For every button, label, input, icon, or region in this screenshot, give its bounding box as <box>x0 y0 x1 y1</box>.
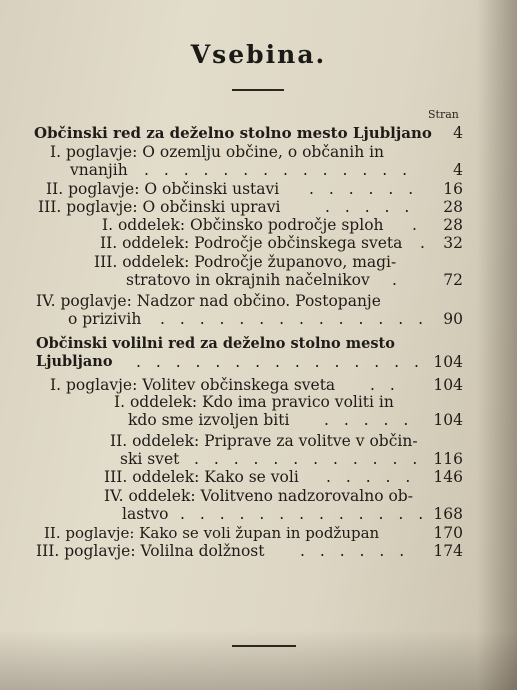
toc-leader-dots: . . . . . <box>326 468 416 486</box>
toc-page-number: 174 <box>433 542 463 560</box>
toc-leader-dots: . . . . . <box>324 411 414 429</box>
toc-entry: I. poglavje: Volitev občinskega sveta <box>50 376 336 394</box>
toc-page-number: 32 <box>443 234 463 252</box>
toc-leader-dots: . . . . . . . . . . . . . . <box>144 161 413 179</box>
toc-leader-dots: . . . . . . . . . . . . . . <box>160 310 429 328</box>
toc-leader-dots: . . . . . . . . . . . . . . . <box>136 353 424 371</box>
toc-subentry: IV. oddelek: Volitveno nadzorovalno ob- <box>104 487 413 505</box>
toc-subentry-continuation: lastvo <box>122 505 169 523</box>
toc-entry-continuation: vnanjih <box>70 161 128 179</box>
section-heading: Občinski volilni red za deželno stolno mesto <box>36 335 395 352</box>
toc-page-number: 4 <box>453 161 463 179</box>
toc-subentry: I. oddelek: Kdo ima pravico voliti in <box>114 393 394 411</box>
toc-page-number: 28 <box>443 198 463 216</box>
section-heading-continuation: Ljubljano <box>36 353 113 370</box>
toc-page-number: 72 <box>443 271 463 289</box>
toc-entry-continuation: o prizivih <box>68 310 142 328</box>
page-column-label: Stran <box>428 108 459 121</box>
footer-divider <box>232 645 296 647</box>
page-title: Vsebina. <box>190 40 327 69</box>
toc-leader-dots: . . . . . <box>325 198 415 216</box>
toc-leader-dots: . <box>420 234 430 252</box>
toc-leader-dots: . . . . . . <box>309 180 419 198</box>
toc-entry: I. poglavje: O ozemlju občine, o občanih in <box>50 143 385 161</box>
toc-subentry: III. oddelek: Področje županovo, magi- <box>94 253 397 271</box>
toc-entry: III. poglavje: Volilna dolžnost <box>36 542 265 560</box>
toc-leader-dots: . . <box>370 376 400 394</box>
toc-page-number: 168 <box>433 505 463 523</box>
toc-subentry-continuation: stratovo in okrajnih načelnikov <box>126 271 370 289</box>
toc-entry: III. poglavje: O občinski upravi <box>38 198 281 216</box>
toc-subentry-continuation: ski svet <box>120 450 180 468</box>
toc-subentry: I. oddelek: Občinsko področje sploh <box>102 216 384 234</box>
section-heading: Občinski red za deželno stolno mesto Ljubljano <box>34 124 432 142</box>
toc-page-number: 16 <box>443 180 463 198</box>
toc-page-number: 146 <box>433 468 463 486</box>
toc-subentry: II. oddelek: Priprave za volitve v občin- <box>110 432 418 450</box>
toc-leader-dots: . . . . . . . . . . . . <box>194 450 423 468</box>
toc-page-number: 104 <box>433 376 463 394</box>
section-page-number: 4 <box>453 124 463 142</box>
toc-leader-dots: . . . . . . . . . . . . . <box>180 505 429 523</box>
toc-entry: II. poglavje: Kako se voli župan in podžupan <box>44 524 380 542</box>
toc-subentry: III. oddelek: Kako se voli <box>104 468 299 486</box>
toc-entry: II. poglavje: O občinski ustavi <box>46 180 280 198</box>
toc-leader-dots: . <box>392 271 402 289</box>
toc-page-number: 90 <box>443 310 463 328</box>
toc-page-number: 104 <box>433 411 463 429</box>
section-page-number: 104 <box>433 353 463 371</box>
toc-subentry: II. oddelek: Področje občinskega sveta <box>100 234 403 252</box>
toc-leader-dots: . <box>412 216 422 234</box>
toc-page-number: 28 <box>443 216 463 234</box>
toc-subentry-continuation: kdo sme izvoljen biti <box>128 411 290 429</box>
toc-entry: IV. poglavje: Nadzor nad občino. Postopanje <box>36 292 381 310</box>
toc-page-number: 116 <box>433 450 463 468</box>
toc-leader-dots: . . . . . . <box>300 542 410 560</box>
toc-page-number: 170 <box>433 524 463 542</box>
